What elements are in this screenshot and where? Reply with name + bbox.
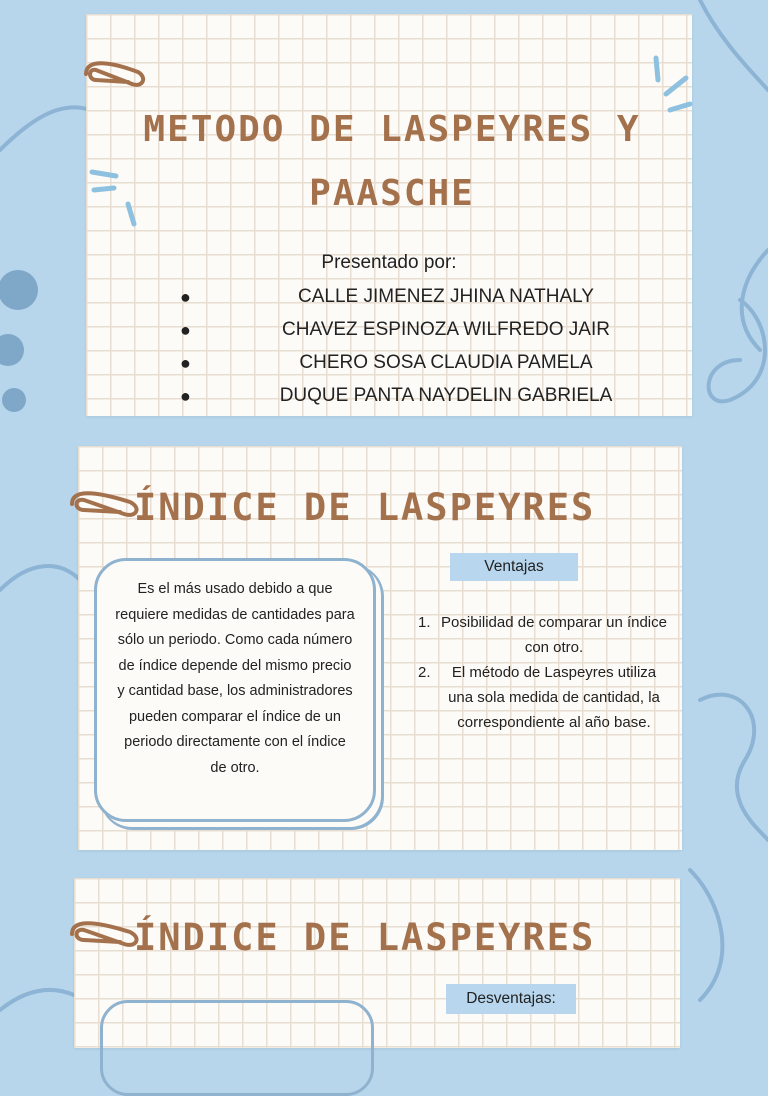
page-title bbox=[92, 98, 692, 226]
list-item bbox=[408, 660, 668, 735]
list-item bbox=[408, 610, 668, 660]
list-item bbox=[176, 350, 696, 383]
laspeyres-advantages-slide bbox=[78, 446, 682, 850]
slide-title: ÍNDICE DE LASPEYRES bbox=[134, 486, 596, 529]
item-number: 1. bbox=[418, 614, 431, 631]
title-line-2: PAASCHE bbox=[309, 173, 475, 214]
bullet-icon: ● bbox=[180, 386, 191, 406]
paperclip-icon bbox=[64, 914, 144, 954]
description-box bbox=[94, 558, 376, 822]
description-box bbox=[100, 1000, 374, 1096]
member-name: DUQUE PANTA NAYDELIN GABRIELA bbox=[279, 385, 613, 406]
member-name: CHERO SOSA CLAUDIA PAMELA bbox=[299, 352, 593, 373]
list-item bbox=[176, 284, 696, 317]
paperclip-icon bbox=[78, 54, 148, 94]
title-slide bbox=[86, 14, 692, 416]
list-item bbox=[176, 383, 696, 416]
advantages-tag: Ventajas bbox=[450, 553, 578, 581]
paperclip-icon bbox=[64, 484, 144, 524]
member-name: CHAVEZ ESPINOZA WILFREDO JAIR bbox=[282, 319, 610, 340]
list-item bbox=[176, 317, 696, 350]
member-list bbox=[176, 284, 696, 416]
item-text: Posibilidad de comparar un índice con otro. bbox=[441, 614, 667, 656]
title-line-1: METODO DE LASPEYRES Y bbox=[143, 109, 641, 150]
presented-by-label: Presentado por: bbox=[321, 252, 457, 273]
slide-title: ÍNDICE DE LASPEYRES bbox=[134, 916, 596, 959]
member-name: CALLE JIMENEZ JHINA NATHALY bbox=[298, 286, 594, 307]
laspeyres-disadvantages-slide bbox=[74, 878, 680, 1048]
item-number: 2. bbox=[418, 664, 431, 681]
bullet-icon: ● bbox=[180, 320, 191, 340]
bullet-icon: ● bbox=[180, 353, 191, 373]
advantages-list bbox=[408, 610, 668, 735]
item-text: El método de Laspeyres utiliza una sola medida de cantidad, la correspondiente al año base. bbox=[448, 664, 660, 731]
description-text: Es el más usado debido a que requiere medidas de cantidades para sólo un periodo. Como cada número de índice depende del mismo precio y cantidad base, los administradores pueden comparar el índice de un periodo directamente con el índice de otro. bbox=[115, 581, 355, 776]
bullet-icon: ● bbox=[180, 287, 191, 307]
disadvantages-tag: Desventajas: bbox=[446, 984, 576, 1014]
